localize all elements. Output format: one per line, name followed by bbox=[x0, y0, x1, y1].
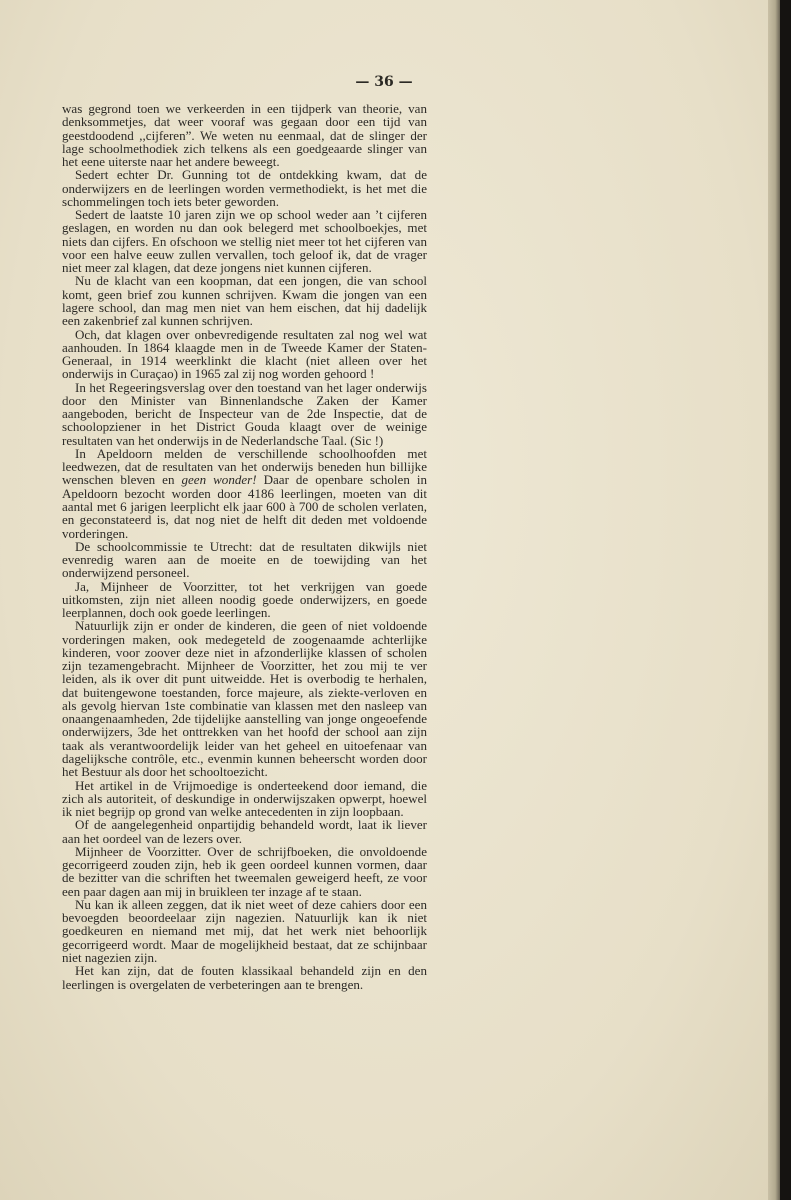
body-text bbox=[62, 102, 427, 991]
paragraph-6: In het Regeeringsverslag over den toestand van het lager onderwijs door den Minister van Binnenlandsche Zaken der Kamer aangeboden, bericht de Inspecteur van de 2de Inspectie, dat de schoolopziener in het District Gouda klaagt over de weinige resultaten van het onderwijs in de Nederlandsche Taal. (Sic !) bbox=[62, 379, 427, 448]
italic-phrase: geen wonder! bbox=[181, 472, 257, 488]
scan-border bbox=[780, 0, 791, 1200]
paragraph-2: Sedert echter Dr. Gunning tot de ontdekking kwam, dat de onderwijzers en de leerlingen worden vermethodiekt, is het met die schommelingen toch iets beter geworden. bbox=[62, 167, 427, 209]
paragraph-4: Nu de klacht van een koopman, dat een jongen, die van school komt, geen brief zou kunnen schrijven. Kwam die jongen van een lagere school, dan mag men niet van hem eischen, dat hij dadelijk een zakenbrief zal kunnen schrijven. bbox=[62, 273, 427, 329]
paragraph-7-tail: Daar de openbare scholen in Apeldoorn bezocht worden door 4186 leerlingen, moeten van dit aantal met 6 jarigen leerplicht elk jaar 600 à 700 de scholen verlaten, en geconstateerd is, dat nog niet de helft dit deden met voldoende vorderingen. bbox=[62, 472, 427, 541]
paragraph-3: Sedert de laatste 10 jaren zijn we op school weder aan ’t cijferen geslagen, en worden nu dan ook belegerd met schoolboekjes, met niets dan cijfers. En ofschoon we stellig niet meer tot het cijferen van voor een halve eeuw zullen vervallen, toch geloof ik, dat de vrager niet meer zal klagen, dat deze jongens niet kunnen cijferen. bbox=[62, 207, 427, 276]
paragraph-7-lead: In Apeldoorn melden de verschillende schoolhoofden met leedwezen, dat de resultaten van het onderwijs beneden hun billijke wenschen bleven en bbox=[62, 445, 427, 488]
paragraph-8: De schoolcommissie te Utrecht: dat de resultaten dikwijls niet evenredig waren aan de moeite en de toewijding van het onderwijzend personeel. bbox=[62, 538, 427, 581]
paragraph-12: Of de aangelegenheid onpartijdig behandeld wordt, laat ik liever aan het oordeel van de lezers over. bbox=[62, 817, 427, 846]
page-edge-shadow bbox=[768, 0, 780, 1200]
paragraph-1: was gegrond toen we verkeerden in een tijdperk van theorie, van denksommetjes, dat weer vooraf was gegaan door een tijd van geestdoodend ,,cijferen”. We weten nu eenmaal, dat de slinger der lage schoolmethodiek zich telkens als een goedgeaarde slinger van het eene uiterste naar het andere beweegt. bbox=[62, 101, 427, 170]
paragraph-15: Het kan zijn, dat de fouten klassikaal behandeld zijn en den leerlingen is overgelaten de verbeteringen aan te brengen. bbox=[62, 963, 427, 992]
paragraph-13: Mijnheer de Voorzitter. Over de schrijfboeken, die onvoldoende gecorrigeerd zouden zijn, heb ik geen oordeel kunnen vormen, daar de bezitter van die schriften het tweemalen geweigerd heeft, ze voor een paar dagen aan mij in bruikleen ter inzage af te staan. bbox=[62, 843, 427, 899]
page-number: — 36 — bbox=[355, 74, 413, 90]
paragraph-7 bbox=[62, 447, 427, 540]
paragraph-14: Nu kan ik alleen zeggen, dat ik niet weet of deze cahiers door een bevoegden beoordeelaar zijn nagezien. Natuurlijk kan ik niet goedkeuren en niemand met mij, dat het werk niet behoorlijk gecorrigeerd wordt. Maar de mogelijkheid bestaat, dat ze schijnbaar niet nagezien zijn. bbox=[62, 896, 427, 965]
paragraph-9: Ja, Mijnheer de Voorzitter, tot het verkrijgen van goede uitkomsten, zijn niet alleen noodig goede onderwijzers, en goede leerplannen, doch ook goede leerlingen. bbox=[62, 578, 427, 621]
paragraph-11: Het artikel in de Vrijmoedige is onderteekend door iemand, die zich als autoriteit, of deskundige in onderwijszaken opwerpt, hoewel ik niet begrijp op grond van welke antecedenten in zijn loopbaan. bbox=[62, 777, 427, 820]
paragraph-10: Natuurlijk zijn er onder de kinderen, die geen of niet voldoende vorderingen maken, ook medegeteld de zoogenaamde achterlijke kinderen, voor zoover deze niet in afzonderlijke klassen of scholen zijn tezamengebracht. Mijnheer de Voorzitter, het zou mij te ver leiden, als ik over dit punt uitweidde. Het is overbodig te herhalen, dat buitengewone toestanden, force majeure, als ziekte-verloven en als gevolg hiervan 1ste combinatie van klassen met den nasleep van onaangenaamheden, 2de tijdelijke aanstelling van jonge ongeoefende onderwijzers, 3de het onttrekken van het hoofd der school aan zijn taak als verantwoordelijk leider van het geheel en uitoefenaar van dagelijksche contrôle, etc., evenmin kunnen beheerscht worden door het Bestuur als door het schooltoezicht. bbox=[62, 618, 427, 780]
paragraph-5: Och, dat klagen over onbevredigende resultaten zal nog wel wat aanhouden. In 1864 klaagde men in de Tweede Kamer der Staten-Generaal, in 1914 weerklinkt die klacht (niet alleen over het onderwijs in Curaçao) in 1965 zal zij nog worden gehoord ! bbox=[62, 326, 427, 382]
